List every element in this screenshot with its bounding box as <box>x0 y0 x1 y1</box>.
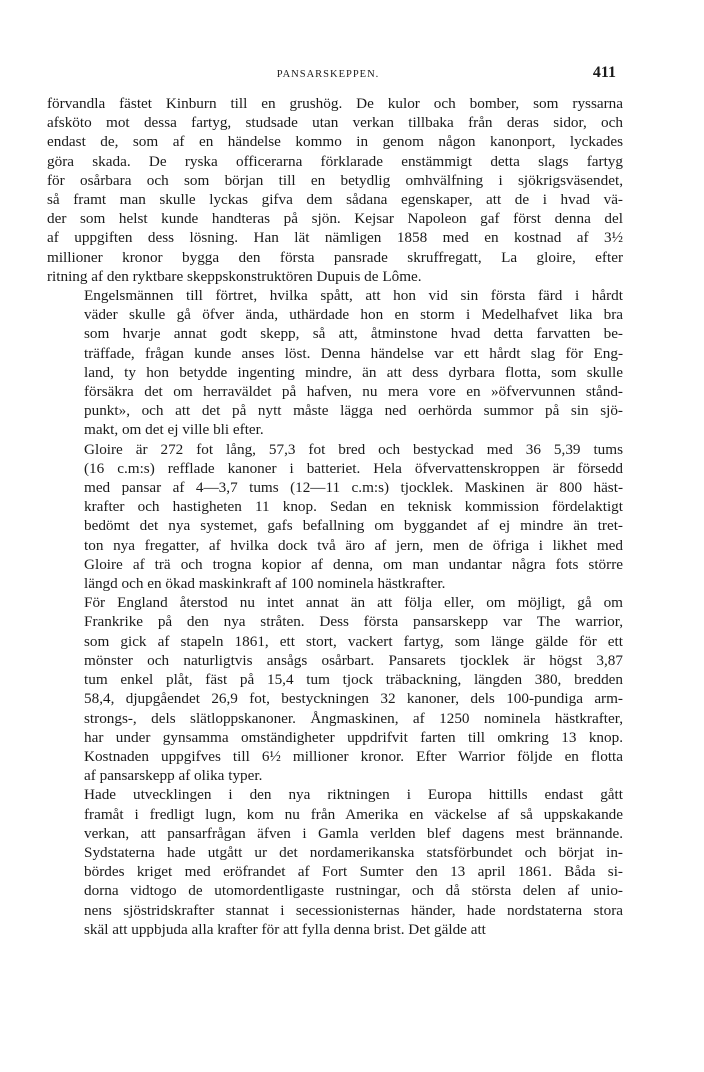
text-line: Kostnaden uppgifves till 6½ millioner kronor. Efter Warrior följde en flotta <box>84 747 623 765</box>
text-line: der som helst kunde handteras på sjön. Kejsar Napoleon gaf först denna del <box>47 210 623 228</box>
text-line: dorna vidtogo de utomordentligaste rustningar, och då största delen af unio- <box>84 882 623 900</box>
text-line: makt, om det ej ville bli efter. <box>84 421 264 439</box>
text-line: land, ty hon betydde ingenting mindre, än att dess dyrbara flotta, som skulle <box>84 363 623 381</box>
running-head <box>40 64 616 84</box>
text-line: krafter och hastigheten 11 knop. Sedan en teknisk kommission fördelaktigt <box>84 498 623 516</box>
paragraph <box>47 94 623 286</box>
paragraph <box>47 593 623 785</box>
text-line: punkt», och att det på nytt måste lägga ned oerhörda summor på sin sjö- <box>84 402 623 420</box>
text-line: nens sjöstridskrafter stannat i secessionisternas händer, hade nordstaterna stora <box>84 901 623 919</box>
paragraph <box>47 440 623 594</box>
text-line: med pansar af 4—3,7 tums (12—11 c.m:s) tjocklek. Maskinen är 800 häst- <box>84 479 623 497</box>
text-line: så framt man skulle lyckas gifva dem sådana egenskaper, att de i hvad vä- <box>47 191 623 209</box>
running-title: PANSARSKEPPEN. <box>276 69 380 80</box>
text-line: mönster och naturligtvis ansågs osårbart. Pansarets tjocklek är högst 3,87 <box>84 651 623 669</box>
text-line: (16 c.m:s) refflade kanoner i batteriet. Hela öfvervattenskroppen är försedd <box>84 459 623 477</box>
text-line: 58,4, djupgåendet 26,9 fot, bestyckningen 32 kanoner, dels 100-pundiga arm- <box>84 690 623 708</box>
text-line: endast de, som af en händelse kommo in genom någon kanonport, lyckades <box>47 133 623 151</box>
text-line: af pansarskepp af olika typer. <box>84 767 263 785</box>
paragraph <box>47 286 623 440</box>
text-line: tum enkel plåt, fäst på 15,4 tum tjock träbackning, längden 380, bredden <box>84 671 623 689</box>
text-line: framåt i fredligt lugn, kom nu från Amerika en väckelse af så uppskakande <box>84 805 623 823</box>
text-line: skäl att uppbjuda alla krafter för att fylla denna brist. Det gälde att <box>84 920 486 938</box>
text-line: längd och en ökad maskinkraft af 100 nominela hästkrafter. <box>84 575 446 593</box>
text-line: Engelsmännen till förtret, hvilka spått, att hon vid sin första färd i hårdt <box>84 287 623 305</box>
text-line: Frankrike på den nya stråten. Dess första pansarskepp var The warrior, <box>84 613 623 631</box>
text-line: millioner kronor bygga den första pansrade skruffregatt, La gloire, efter <box>47 248 623 266</box>
text-line: bördes kriget med eröfrandet af Fort Sumter den 13 april 1861. Båda si- <box>84 863 623 881</box>
text-line: göra skada. De ryska officerarna förklarade enstämmigt detta slags fartyg <box>47 152 623 170</box>
text-line: som gick af stapeln 1861, ett stort, vackert fartyg, som länge gälde för ett <box>84 632 623 650</box>
text-line: afsköto mot dessa fartyg, studsade utan verkan tillbaka från deras sidor, och <box>47 114 623 132</box>
text-line: som hvarje annat godt skepp, så att, åtminstone hvad detta farvatten be- <box>84 325 623 343</box>
text-line: strongs-, dels slätloppskanoner. Ångmaskinen, af 1250 nominela hästkrafter, <box>84 709 623 727</box>
text-line: af uppgiften dess lösning. Han lät nämligen 1858 med en kostnad af 3½ <box>47 229 623 247</box>
text-line: försäkra det om herraväldet på hafven, nu mera vore en »öfvervunnen stånd- <box>84 383 623 401</box>
text-line: träffade, frågan kunde anses löst. Denna händelse var ett hårdt slag för Eng- <box>84 344 623 362</box>
body-text <box>47 94 623 939</box>
text-line: Sydstaterna hade utgått ur det nordamerikanska statsförbundet och börjat in- <box>84 843 623 861</box>
text-line: har under gynsamma omständigheter uppdrifvit farten till omkring 13 knop. <box>84 728 623 746</box>
text-line: väder skulle gå öfver ända, uthärdade hon en storm i Medelhafvet lika bra <box>84 306 623 324</box>
text-line: För England återstod nu intet annat än att följa eller, om möjligt, gå om <box>84 594 623 612</box>
text-line: ritning af den ryktbare skeppskonstruktören Dupuis de Lôme. <box>47 267 422 285</box>
text-line: Gloire är 272 fot lång, 57,3 fot bred och bestyckad med 36 5,39 tums <box>84 440 623 458</box>
page-number: 411 <box>592 64 616 81</box>
text-line: verkan, att pansarfrågan äfven i Gamla verlden blef dagens mest brännande. <box>84 824 623 842</box>
text-line: Hade utvecklingen i den nya riktningen i Europa hittills endast gått <box>84 786 623 804</box>
text-line: Gloire af trä och trogna kopior af denna, om man undantar några fots större <box>84 555 623 573</box>
text-line: förvandla fästet Kinburn till en grushög. De kulor och bomber, som ryssarna <box>47 95 623 112</box>
text-line: ton nya fregatter, af hvilka dock två äro af jern, men de öfriga i likhet med <box>84 536 623 554</box>
text-line: bedömt det nya systemet, gafs befallning om byggandet af ej mindre än tret- <box>84 517 623 535</box>
text-line: för osårbara och som början till en betydlig omhvälfning i sjökrigsväsendet, <box>47 171 623 189</box>
paragraph <box>47 785 623 939</box>
